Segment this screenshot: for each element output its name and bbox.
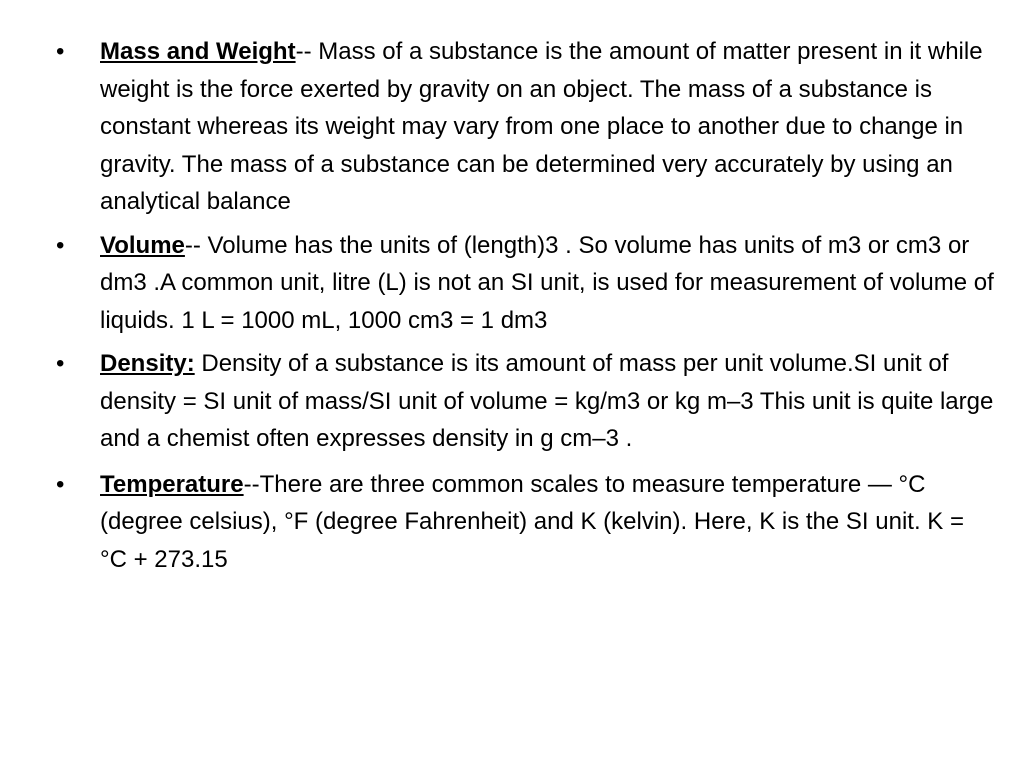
definition-volume: -- Volume has the units of (length)3 . So volume has units of m3 or cm3 or dm3 .A common unit, litre (L) is not an SI unit, is used for measurement of volume of liquids. 1 L = 1000 mL, 1000 cm3 = 1 dm3 <box>100 231 994 334</box>
definition-mass-and-weight: -- Mass of a substance is the amount of matter present in it while weight is the force exerted by gravity on an object. The mass of a substance is constant whereas its weight may vary from one place to another due to change in gravity. The mass of a substance can be determined very accurately by using an analytical balance <box>100 38 983 215</box>
bullet-item-temperature <box>56 466 996 579</box>
bullet-dot-icon: • <box>56 38 65 65</box>
bullet-dot-icon: • <box>56 231 65 259</box>
definition-density: Density of a substance is its amount of mass per unit volume.SI unit of density = SI unit of mass/SI unit of volume = kg/m3 or kg m–3 This unit is quite large and a chemist often expresses density in g cm–3 . <box>100 350 994 452</box>
term-mass-and-weight: Mass and Weight <box>100 38 296 65</box>
term-volume: Volume <box>100 231 185 259</box>
bullet-dot-icon: • <box>56 470 65 498</box>
bullet-item-volume <box>56 227 996 340</box>
bullet-item-mass-and-weight <box>56 33 996 221</box>
term-density: Density: <box>100 350 195 377</box>
term-temperature: Temperature <box>100 470 244 498</box>
bullet-item-density <box>56 345 996 458</box>
bullet-list <box>56 33 996 584</box>
bullet-dot-icon: • <box>56 350 65 377</box>
definition-temperature: --There are three common scales to measure temperature — °C (degree celsius), °F (degree Fahrenheit) and K (kelvin). Here, K is the SI unit. K = °C + 273.15 <box>100 470 964 573</box>
